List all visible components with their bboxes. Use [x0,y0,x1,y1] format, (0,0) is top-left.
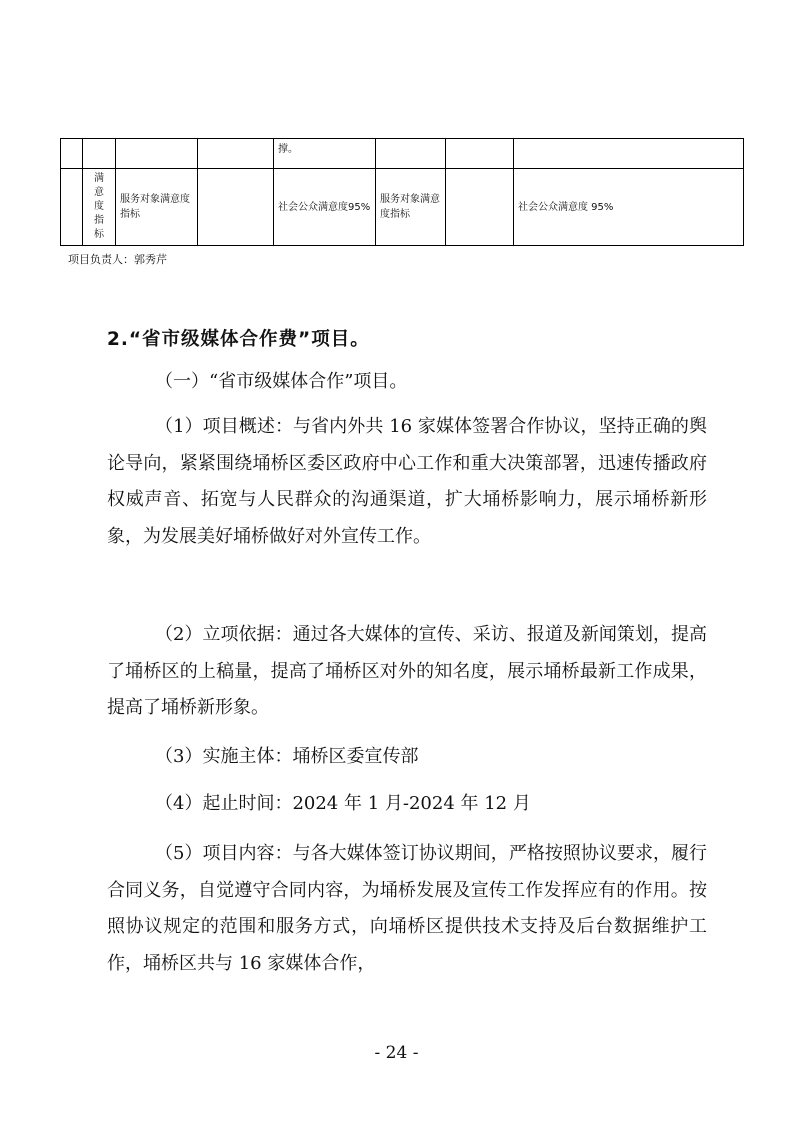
table-cell: 撑。 [274,139,376,169]
section-heading: 2.“省市级媒体合作费”项目。 [107,329,370,350]
vertical-char: 标 [94,229,104,240]
table-cell [376,139,446,169]
table-row [61,139,744,169]
table-cell [446,139,514,169]
table-cell [198,139,274,169]
table-cell [61,139,83,169]
paragraph: （一）“省市级媒体合作”项目。 [155,371,408,392]
table-cell [514,139,744,169]
performance-table [60,138,744,246]
vertical-char: 满 [94,173,104,184]
paragraph: （5）项目内容：与各大媒体签订协议期间，严格按照协议要求，履行合同义务，自觉遵守合同内容，为埇桥发展及宣传工作发挥应有的作用。按照协议规定的范围和服务方式，向埇桥区提供技术支持及后台数据维护工作，埇桥区共与 16 家媒体合作， [107,843,707,974]
vertical-char: 意 [94,187,104,198]
table-row [61,169,744,246]
indicator-name-cell: 服务对象满意度指标 [116,169,198,246]
table-cell [198,169,274,246]
paragraph: （2）立项依据：通过各大媒体的宣传、采访、报道及新闻策划，提高了埇桥区的上稿量，提高了埇桥区对外的知名度，展示埇桥最新工作成果，提高了埇桥新形象。 [107,624,707,718]
paragraph: （3）实施主体：埇桥区委宣传部 [155,746,419,767]
project-owner: 项目负责人：郭秀芹 [68,253,167,266]
vertical-char: 度 [94,201,104,212]
table-cell [116,139,198,169]
table-cell [83,139,116,169]
table-cell [446,169,514,246]
indicator-name-cell: 服务对象满意度指标 [376,169,446,246]
vertical-char: 指 [94,215,104,226]
target-value-cell: 社会公众满意度95% [274,169,376,246]
indicator-category-cell [83,169,116,246]
actual-value-cell: 社会公众满意度 95% [514,169,744,246]
page-number: - 24 - [374,1043,419,1063]
paragraph: （4）起止时间：2024 年 1 月-2024 年 12 月 [155,793,531,814]
paragraph: （1）项目概述：与省内外共 16 家媒体签署合作协议，坚持正确的舆论导向，紧紧围绕埇桥区委区政府中心工作和重大决策部署，迅速传播政府权威声音、拓宽与人民群众的沟通渠道，扩大埇桥影响力，展示埇桥新形象，为发展美好埇桥做好对外宣传工作。 [107,416,707,547]
table-cell [61,169,83,246]
